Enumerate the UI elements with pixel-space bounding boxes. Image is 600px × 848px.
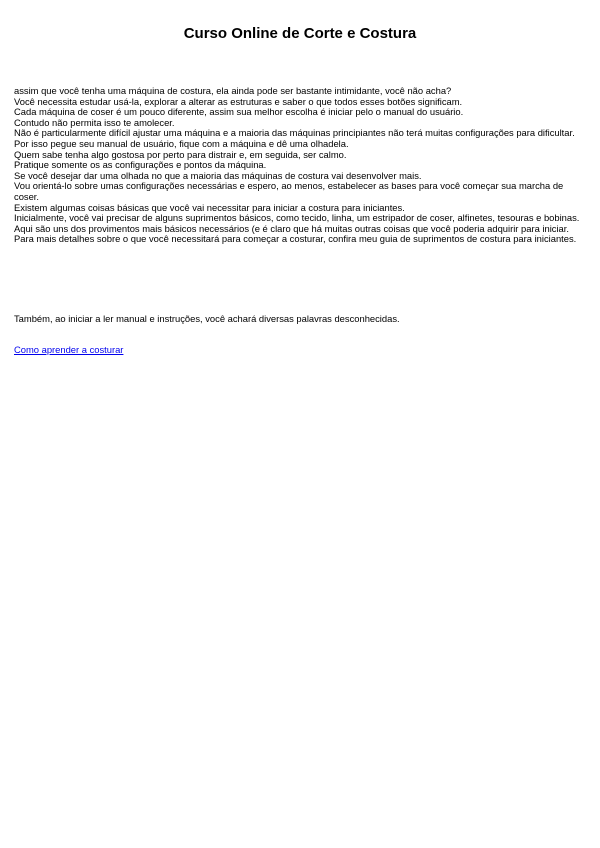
paragraph: Pratique somente os as configurações e pontos da máquina. <box>14 159 267 171</box>
paragraph: Você necessita estudar usá-la, explorar a alterar as estruturas e saber o que todos esses botões significam. <box>14 95 463 107</box>
paragraph: Quem sabe tenha algo gostosa por perto para distrair e, em seguida, ser calmo. <box>14 148 347 160</box>
paragraph: Vou orientá-lo sobre umas configurações necessárias e espero, ao menos, estabelecer as bases para você começar sua marcha de coser. <box>14 180 564 202</box>
paragraph: Cada máquina de coser é um pouco diferente, assim sua melhor escolha é iniciar pelo o manual do usuário. <box>14 106 464 118</box>
extra-paragraph: Também, ao iniciar a ler manual e instruções, você achará diversas palavras desconhecidas. <box>14 313 400 324</box>
paragraph: Por isso pegue seu manual de usuário, fique com a máquina e dê uma olhadela. <box>14 137 349 149</box>
paragraph: Aqui são uns dos provimentos mais básicos necessários (e é claro que há muitas outras coisas que você poderia adquirir para iniciar. <box>14 222 569 234</box>
paragraph: Para mais detalhes sobre o que você necessitará para começar a costurar, confira meu guia de suprimentos de costura para iniciantes. <box>14 233 577 245</box>
paragraph: Se você desejar dar uma olhada no que a maioria das máquinas de costura vai desenvolver mais. <box>14 169 422 181</box>
paragraph: Existem algumas coisas básicas que você vai necessitar para iniciar a costura para iniciantes. <box>14 201 405 213</box>
paragraph: Contudo não permita isso te amolecer. <box>14 116 175 128</box>
page-title: Curso Online de Corte e Costura <box>183 25 417 42</box>
paragraph: assim que você tenha uma máquina de costura, ela ainda pode ser bastante intimidante, você não acha? <box>14 85 452 96</box>
body-text <box>14 86 586 245</box>
paragraph: Inicialmente, você vai precisar de alguns suprimentos básicos, como tecido, linha, um estripador de coser, alfinetes, tesouras e bobinas. <box>14 212 580 224</box>
how-to-sew-link[interactable]: Como aprender a costurar <box>14 344 124 355</box>
paragraph: Não é particularmente difícil ajustar uma máquina e a maioria das máquinas principiantes não terá muitas configurações para dificultar. <box>14 127 575 139</box>
